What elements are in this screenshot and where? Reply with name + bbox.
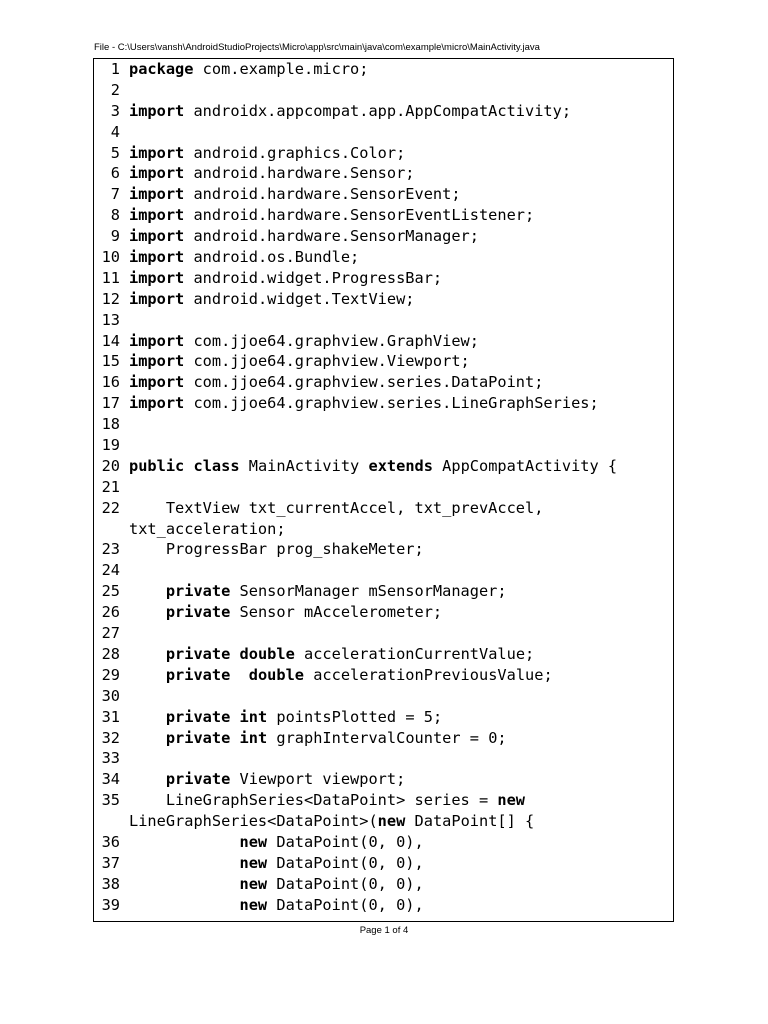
keyword-token: import bbox=[129, 101, 185, 120]
code-text bbox=[129, 498, 543, 519]
line-number: 7 bbox=[110, 185, 120, 204]
line-number: 38 bbox=[101, 874, 120, 893]
line-number: 18 bbox=[101, 415, 120, 434]
line-number: 32 bbox=[101, 728, 120, 747]
code-line bbox=[94, 665, 674, 686]
code-token bbox=[129, 875, 240, 893]
line-number: 6 bbox=[110, 164, 120, 183]
code-text bbox=[129, 581, 507, 602]
code-token bbox=[129, 833, 240, 851]
line-number: 31 bbox=[101, 707, 120, 726]
keyword-token: int bbox=[239, 707, 268, 726]
code-line bbox=[94, 289, 674, 310]
code-line bbox=[94, 748, 674, 769]
code-text bbox=[129, 811, 534, 832]
keyword-token: import bbox=[129, 268, 185, 287]
code-line bbox=[94, 790, 674, 811]
code-token bbox=[129, 708, 166, 726]
code-token: android.widget.TextView; bbox=[184, 289, 415, 308]
code-line bbox=[94, 707, 674, 728]
code-text bbox=[129, 289, 415, 310]
code-line bbox=[94, 874, 674, 895]
line-number: 37 bbox=[101, 853, 120, 872]
keyword-token: import bbox=[129, 352, 185, 371]
code-line bbox=[94, 351, 674, 372]
code-token: android.hardware.Sensor; bbox=[184, 164, 415, 183]
code-token: MainActivity bbox=[239, 456, 369, 475]
line-number: 15 bbox=[101, 352, 120, 371]
code-text bbox=[129, 268, 442, 289]
keyword-token: new bbox=[377, 812, 406, 831]
code-line bbox=[94, 143, 674, 164]
code-line bbox=[94, 895, 674, 916]
keyword-token: extends bbox=[368, 456, 433, 475]
keyword-token: class bbox=[193, 456, 240, 475]
code-token bbox=[129, 603, 166, 621]
code-token bbox=[129, 729, 166, 747]
code-token: accelerationCurrentValue; bbox=[294, 644, 535, 663]
keyword-token: import bbox=[129, 206, 185, 225]
line-number: 39 bbox=[101, 895, 120, 914]
keyword-token: import bbox=[129, 143, 185, 162]
line-number: 16 bbox=[101, 373, 120, 392]
code-token: DataPoint(0, 0), bbox=[267, 832, 424, 851]
code-text bbox=[129, 874, 424, 895]
code-line bbox=[94, 832, 674, 853]
code-listing bbox=[94, 59, 674, 916]
keyword-token: import bbox=[129, 248, 185, 267]
code-token: txt_acceleration; bbox=[129, 519, 286, 538]
keyword-token: public bbox=[129, 456, 185, 475]
keyword-token: package bbox=[129, 60, 194, 78]
keyword-token: private bbox=[165, 665, 231, 684]
keyword-token: import bbox=[129, 289, 185, 308]
keyword-token: import bbox=[129, 185, 185, 204]
line-number: 17 bbox=[101, 394, 120, 413]
keyword-token: import bbox=[129, 164, 185, 183]
code-token: android.widget.ProgressBar; bbox=[184, 268, 443, 287]
code-text bbox=[129, 143, 405, 164]
code-text bbox=[129, 393, 599, 414]
code-line bbox=[94, 310, 674, 331]
keyword-token: new bbox=[239, 832, 268, 851]
code-text bbox=[129, 247, 359, 268]
code-text bbox=[129, 331, 479, 352]
line-number: 21 bbox=[101, 477, 120, 496]
code-token: pointsPlotted = 5; bbox=[267, 707, 443, 726]
code-token bbox=[129, 582, 166, 600]
line-number: 19 bbox=[101, 436, 120, 455]
code-line bbox=[94, 498, 674, 519]
code-text bbox=[129, 644, 534, 665]
code-text bbox=[129, 456, 617, 477]
file-path-header: File - C:\Users\vansh\AndroidStudioProjects\Micro\app\src\main\java\com\example\micro\MainActivity.java bbox=[94, 42, 540, 53]
code-line bbox=[94, 59, 674, 80]
code-text bbox=[129, 184, 461, 205]
code-line bbox=[94, 728, 674, 749]
keyword-token: new bbox=[239, 853, 268, 872]
keyword-token: private bbox=[165, 644, 231, 663]
code-token: AppCompatActivity { bbox=[432, 456, 618, 475]
line-number: 5 bbox=[110, 143, 120, 162]
code-text bbox=[129, 790, 525, 811]
code-line bbox=[94, 414, 674, 435]
code-text bbox=[129, 372, 543, 393]
code-line bbox=[94, 226, 674, 247]
line-number: 10 bbox=[101, 248, 120, 267]
line-number: 36 bbox=[101, 832, 120, 851]
code-token bbox=[129, 770, 166, 788]
code-token bbox=[230, 729, 239, 747]
code-line bbox=[94, 163, 674, 184]
code-text bbox=[129, 602, 442, 623]
code-token: com.example.micro; bbox=[193, 60, 369, 78]
code-token bbox=[129, 645, 166, 663]
code-token: accelerationPreviousValue; bbox=[304, 665, 553, 684]
code-token: com.jjoe64.graphview.series.DataPoint; bbox=[184, 373, 544, 392]
code-token: android.hardware.SensorEventListener; bbox=[184, 206, 535, 225]
keyword-token: new bbox=[497, 791, 526, 810]
line-number: 20 bbox=[101, 456, 120, 475]
code-line bbox=[94, 101, 674, 122]
code-line bbox=[94, 205, 674, 226]
code-line bbox=[94, 581, 674, 602]
code-token bbox=[129, 896, 240, 914]
code-text bbox=[129, 707, 442, 728]
line-number: 22 bbox=[101, 498, 120, 517]
keyword-token: import bbox=[129, 394, 185, 413]
code-listing-box bbox=[93, 58, 674, 922]
code-token: SensorManager mSensorManager; bbox=[230, 582, 507, 601]
code-line bbox=[94, 560, 674, 581]
code-token: graphIntervalCounter = 0; bbox=[267, 728, 507, 747]
code-token: ProgressBar prog_shakeMeter; bbox=[129, 540, 424, 559]
code-token: Viewport viewport; bbox=[230, 770, 406, 789]
code-text bbox=[129, 728, 507, 749]
keyword-token: import bbox=[129, 331, 185, 350]
code-line bbox=[94, 393, 674, 414]
code-token bbox=[230, 666, 248, 684]
keyword-token: private bbox=[165, 770, 231, 789]
code-token: DataPoint[] { bbox=[405, 812, 535, 831]
code-line bbox=[94, 184, 674, 205]
code-text bbox=[129, 853, 424, 874]
code-token: DataPoint(0, 0), bbox=[267, 853, 424, 872]
code-text bbox=[129, 539, 424, 560]
line-number: 23 bbox=[101, 540, 120, 559]
code-line bbox=[94, 853, 674, 874]
keyword-token: private bbox=[165, 603, 231, 622]
code-line bbox=[94, 686, 674, 707]
code-token: android.os.Bundle; bbox=[184, 248, 360, 267]
code-line bbox=[94, 435, 674, 456]
code-token: Sensor mAccelerometer; bbox=[230, 603, 443, 622]
code-token bbox=[230, 645, 239, 663]
keyword-token: int bbox=[239, 728, 268, 747]
page-number: Page 1 of 4 bbox=[359, 925, 409, 936]
code-text bbox=[129, 519, 286, 540]
line-number: 24 bbox=[101, 561, 120, 580]
code-token bbox=[129, 666, 166, 684]
keyword-token: private bbox=[165, 582, 231, 601]
line-number: 28 bbox=[101, 644, 120, 663]
line-number: 14 bbox=[101, 331, 120, 350]
code-line bbox=[94, 80, 674, 101]
code-token: DataPoint(0, 0), bbox=[267, 895, 424, 914]
line-number: 11 bbox=[101, 268, 120, 287]
line-number: 26 bbox=[101, 603, 120, 622]
code-line bbox=[94, 623, 674, 644]
code-line bbox=[94, 644, 674, 665]
line-number: 35 bbox=[101, 791, 120, 810]
line-number: 2 bbox=[110, 80, 120, 99]
code-token: android.hardware.SensorManager; bbox=[184, 227, 479, 246]
code-token: com.jjoe64.graphview.series.LineGraphSeries; bbox=[184, 394, 599, 413]
keyword-token: import bbox=[129, 227, 185, 246]
line-number: 3 bbox=[110, 101, 120, 120]
code-token bbox=[129, 854, 240, 872]
keyword-token: new bbox=[239, 895, 268, 914]
keyword-token: new bbox=[239, 874, 268, 893]
line-number: 33 bbox=[101, 749, 120, 768]
code-token: com.jjoe64.graphview.Viewport; bbox=[184, 352, 470, 371]
code-line bbox=[94, 331, 674, 352]
code-text bbox=[129, 205, 534, 226]
code-text bbox=[129, 895, 424, 916]
keyword-token: private bbox=[165, 728, 231, 747]
line-number: 4 bbox=[110, 122, 120, 141]
code-text bbox=[129, 163, 415, 184]
line-number: 25 bbox=[101, 582, 120, 601]
keyword-token: double bbox=[248, 665, 304, 684]
code-token: android.hardware.SensorEvent; bbox=[184, 185, 461, 204]
code-line bbox=[94, 372, 674, 393]
code-token: LineGraphSeries<DataPoint> series = bbox=[129, 791, 498, 810]
keyword-token: double bbox=[239, 644, 295, 663]
code-token: TextView txt_currentAccel, txt_prevAccel, bbox=[129, 498, 544, 517]
code-line bbox=[94, 122, 674, 143]
line-number: 34 bbox=[101, 770, 120, 789]
code-token bbox=[230, 708, 239, 726]
code-token: com.jjoe64.graphview.GraphView; bbox=[184, 331, 479, 350]
keyword-token: private bbox=[165, 707, 231, 726]
line-number: 27 bbox=[101, 624, 120, 643]
code-token: LineGraphSeries<DataPoint>( bbox=[129, 812, 378, 831]
code-line bbox=[94, 602, 674, 623]
code-line bbox=[94, 268, 674, 289]
line-number: 12 bbox=[101, 289, 120, 308]
line-number: 13 bbox=[101, 310, 120, 329]
code-text bbox=[129, 769, 405, 790]
code-token: androidx.appcompat.app.AppCompatActivity; bbox=[184, 101, 572, 120]
line-number: 1 bbox=[110, 60, 120, 78]
code-line bbox=[94, 539, 674, 560]
code-text bbox=[129, 665, 553, 686]
code-token: DataPoint(0, 0), bbox=[267, 874, 424, 893]
code-text bbox=[129, 226, 479, 247]
keyword-token: import bbox=[129, 373, 185, 392]
code-text bbox=[129, 101, 571, 122]
code-line bbox=[94, 477, 674, 498]
line-number: 30 bbox=[101, 686, 120, 705]
code-line bbox=[94, 769, 674, 790]
line-number: 9 bbox=[110, 227, 120, 246]
code-line bbox=[94, 519, 674, 540]
code-line bbox=[94, 456, 674, 477]
code-token: android.graphics.Color; bbox=[184, 143, 406, 162]
code-line bbox=[94, 247, 674, 268]
line-number: 8 bbox=[110, 206, 120, 225]
code-text bbox=[129, 59, 368, 80]
code-text bbox=[129, 832, 424, 853]
code-line bbox=[94, 811, 674, 832]
line-number: 29 bbox=[101, 665, 120, 684]
code-text bbox=[129, 351, 470, 372]
